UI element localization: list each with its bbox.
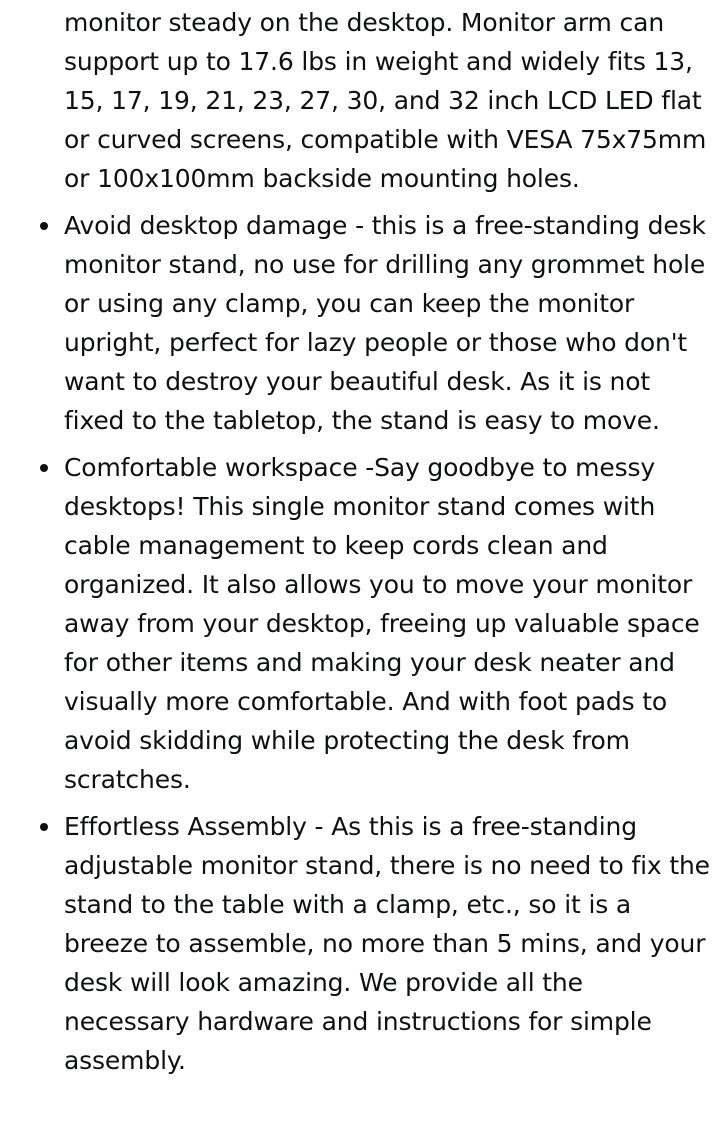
bullet-dot-icon (40, 222, 48, 230)
feature-bullet-desktop-damage (0, 206, 717, 440)
bullet-dot-icon (40, 464, 48, 472)
feature-bullet-workspace (0, 448, 717, 799)
feature-bullet-text: Comfortable workspace -Say goodbye to messy desktops! This single monitor stand comes with cable management to keep cords clean and organized. It also allows you to move your monitor away from your desktop, freeing up valuable space for other items and making your desk neater and visually more comfortable. And with foot pads to avoid skidding while protecting the desk from scratches. (64, 453, 700, 794)
feature-bullet-text: Effortless Assembly - As this is a free-standing adjustable monitor stand, there is no need to fix the stand to the table with a clamp, etc., so it is a breeze to assemble, no more than 5 mins, and your desk will look amazing. We provide all the necessary hardware and instructions for simple assembly. (64, 812, 710, 1075)
feature-bullet-assembly (0, 807, 717, 1080)
feature-bullet-mounting (0, 0, 717, 198)
feature-bullet-text: monitor steady on the desktop. Monitor arm can support up to 17.6 lbs in weight and widely fits 13, 15, 17, 19, 21, 23, 27, 30, and 32 inch LCD LED flat or curved screens, compatible with VESA 75x75mm or 100x100mm backside mounting holes. (64, 8, 707, 193)
feature-bullet-text: Avoid desktop damage - this is a free-standing desk monitor stand, no use for drilling any grommet hole or using any clamp, you can keep the monitor upright, perfect for lazy people or those who don't want to destroy your beautiful desk. As it is not fixed to the tabletop, the stand is easy to move. (64, 211, 706, 435)
bullet-dot-icon (40, 823, 48, 831)
